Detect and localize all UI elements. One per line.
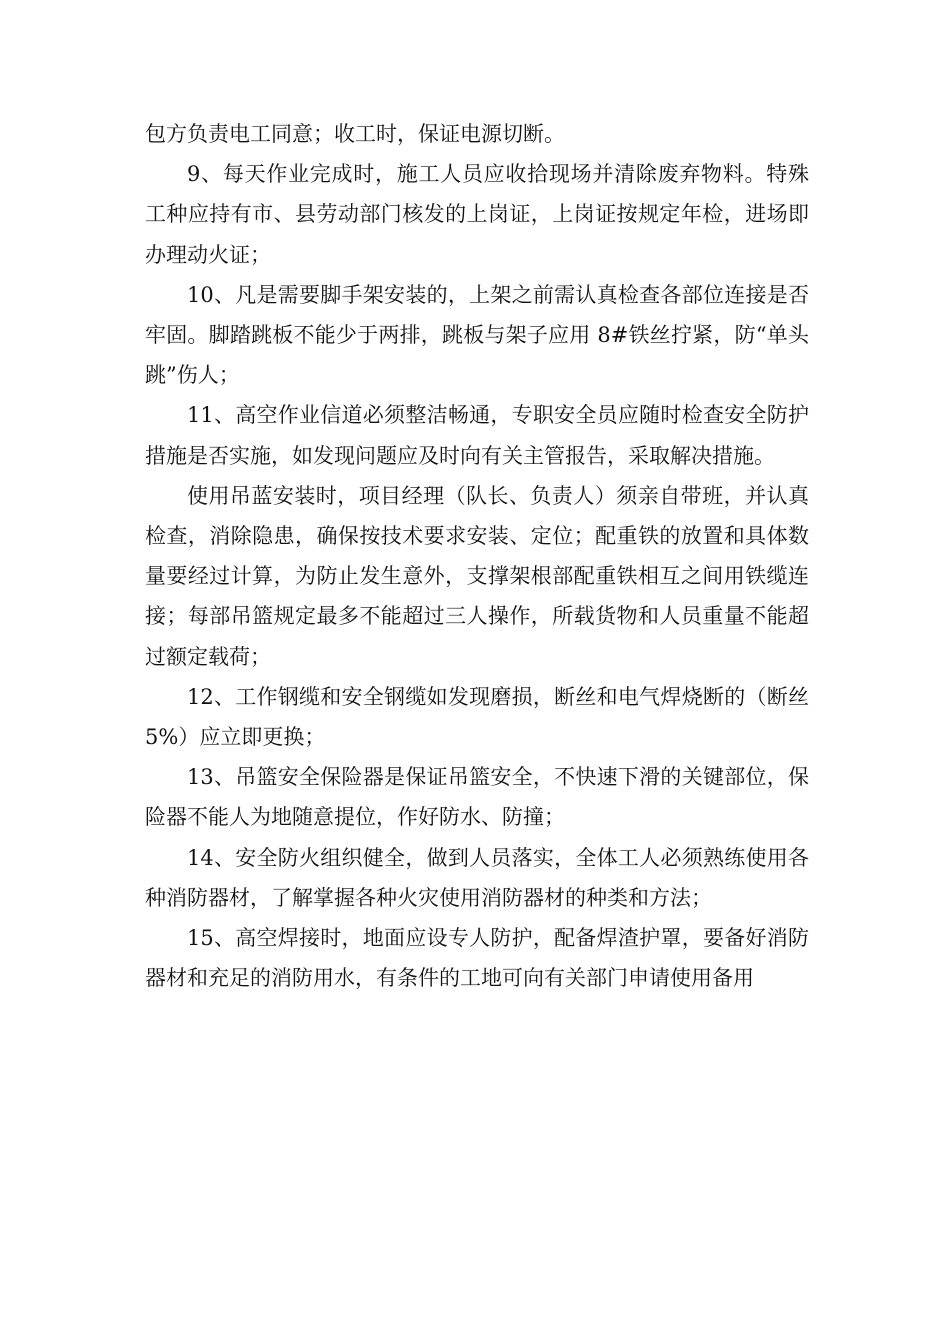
paragraph-item-11: 11、高空作业信道必须整洁畅通，专职安全员应随时检查安全防护措施是否实施，如发现问题应及时向有关主管报告，采取解决措施。: [145, 403, 809, 468]
paragraph-item-9: 9、每天作业完成时，施工人员应收拾现场并清除废弃物料。特殊工种应持有市、县劳动部门核发的上岗证，上岗证按规定年检，进场即办理动火证；: [145, 162, 809, 267]
paragraph-item-10: 10、凡是需要脚手架安装的，上架之前需认真检查各部位连接是否牢固。脚踏跳板不能少于两排，跳板与架子应用 8#铁丝拧紧，防“单头跳”伤人；: [145, 282, 809, 388]
paragraph-item-14: 14、安全防火组织健全，做到人员落实，全体工人必须熟练使用各种消防器材，了解掌握各种火灾使用消防器材的种类和方法；: [145, 845, 809, 910]
paragraph-item-12: 12、工作钢缆和安全钢缆如发现磨损，断丝和电气焊烧断的（断丝 5%）应立即更换；: [145, 684, 809, 750]
paragraph-item-15: 15、高空焊接时，地面应设专人防护，配备焊渣护罩，要备好消防器材和充足的消防用水，有条件的工地可向有关部门申请使用备用: [145, 926, 809, 991]
paragraph-hanging-basket: 使用吊蓝安装时，项目经理（队长、负责人）须亲自带班，并认真检查，消除隐患，确保按技术要求安装、定位；配重铁的放置和具体数量要经过计算，为防止发生意外，支撑架根部配重铁相互之间用铁缆连接；每部吊篮规定最多不能超过三人操作，所载货物和人员重量不能超过额定载荷；: [145, 483, 809, 669]
document-body: [145, 114, 809, 998]
paragraph-continuation: 包方负责电工同意；收工时，保证电源切断。: [145, 122, 565, 146]
paragraph-item-13: 13、吊篮安全保险器是保证吊篮安全，不快速下滑的关键部位，保险器不能人为地随意提位，作好防水、防撞；: [145, 765, 809, 830]
